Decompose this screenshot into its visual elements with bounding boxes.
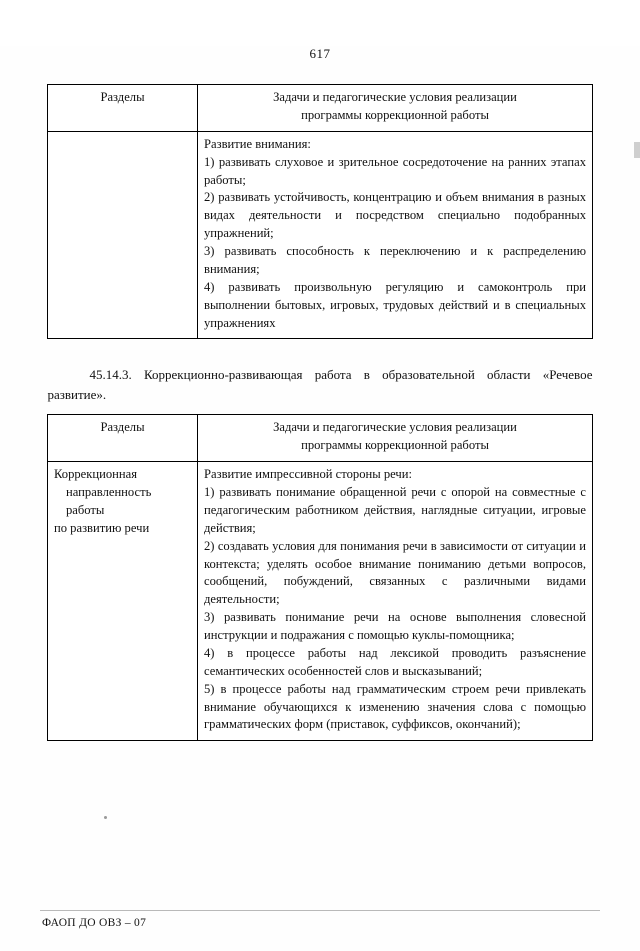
cell-paragraph: 1) развивать понимание обращенной речи с опорой на совместные с педагогическим работником действия, наглядные ситуации, игровые действия; [204,485,586,535]
cell-paragraph: Коррекционная [54,467,138,482]
table2-header-col2-line2: программы коррекционной работы [301,438,489,453]
table-header-row [48,85,593,132]
table1-row1-col2 [198,131,593,339]
section-text: Коррекционно-развивающая работа в образовательной области «Речевое развитие». [47,367,593,402]
footer-divider [40,910,600,911]
table1-row1-col1 [48,131,198,339]
table1-header-col2 [198,85,593,132]
section-number: 45.14.3. [89,367,132,383]
cell-paragraph: 1) развивать слуховое и зрительное сосредоточение на ранних этапах работы; [204,154,586,187]
table2-header-col2-line1: Задачи и педагогические условия реализации [273,420,517,435]
table-row [48,131,593,339]
page-edge-artifact [634,142,640,158]
cell-paragraph: направленность работы [66,485,152,517]
section-paragraph [48,365,593,404]
table-row [48,462,593,741]
table1-header-col2-line1: Задачи и педагогические условия реализации [273,90,517,104]
cell-paragraph: 2) развивать устойчивость, концентрацию и объем внимания в разных видах деятельности и посредством специально подобранных упражнений; [204,190,586,241]
table2-row1-col1 [48,462,198,741]
cell-paragraph: по развитию речи [54,520,150,535]
cell-paragraph: 2) создавать условия для понимания речи в зависимости от ситуации и контекста; уделять особое внимание пониманию детьми вопросов, сообщений, побуждений, связанных с различными видами деятельности; [204,538,586,607]
page-number: 617 [309,46,331,61]
table-correction-attention [47,84,593,339]
table1-header-col2-line2: программы коррекционной работы [301,107,489,122]
cell-paragraph: Развитие внимания: [204,136,311,151]
table2-header-col1: Разделы [48,415,198,462]
cell-paragraph: Развитие импрессивной стороны речи: [204,467,412,482]
table2-header-col2 [198,415,593,462]
cell-paragraph: 4) в процессе работы над лексикой проводить разъяснение семантических особенностей слов и высказываний; [204,645,586,678]
table1-header-col1: Разделы [48,85,198,132]
table-header-row [48,415,593,462]
cell-paragraph: 5) в процессе работы над грамматическим строем речи привлекать внимание обучающихся к изменению значения слова с помощью грамматических форм (приставок, суффиксов, окончаний); [204,681,586,732]
cell-paragraph: 3) развивать понимание речи на основе выполнения словесной инструкции и подражания с помощью куклы-помощника; [204,610,586,642]
cell-paragraph: 3) развивать способность к переключению и к распределению внимания; [204,244,586,276]
scan-speck [104,816,107,819]
document-footer: ФАОП ДО ОВЗ – 07 [42,917,147,929]
section-text-wrapper [48,365,593,404]
table-correction-speech [47,414,593,741]
table2-row1-col2 [198,462,593,741]
document-page [0,46,640,951]
cell-paragraph: 4) развивать произвольную регуляцию и самоконтроль при выполнении бытовых, игровых, трудовых действий и в специальных упражнениях [204,279,586,330]
